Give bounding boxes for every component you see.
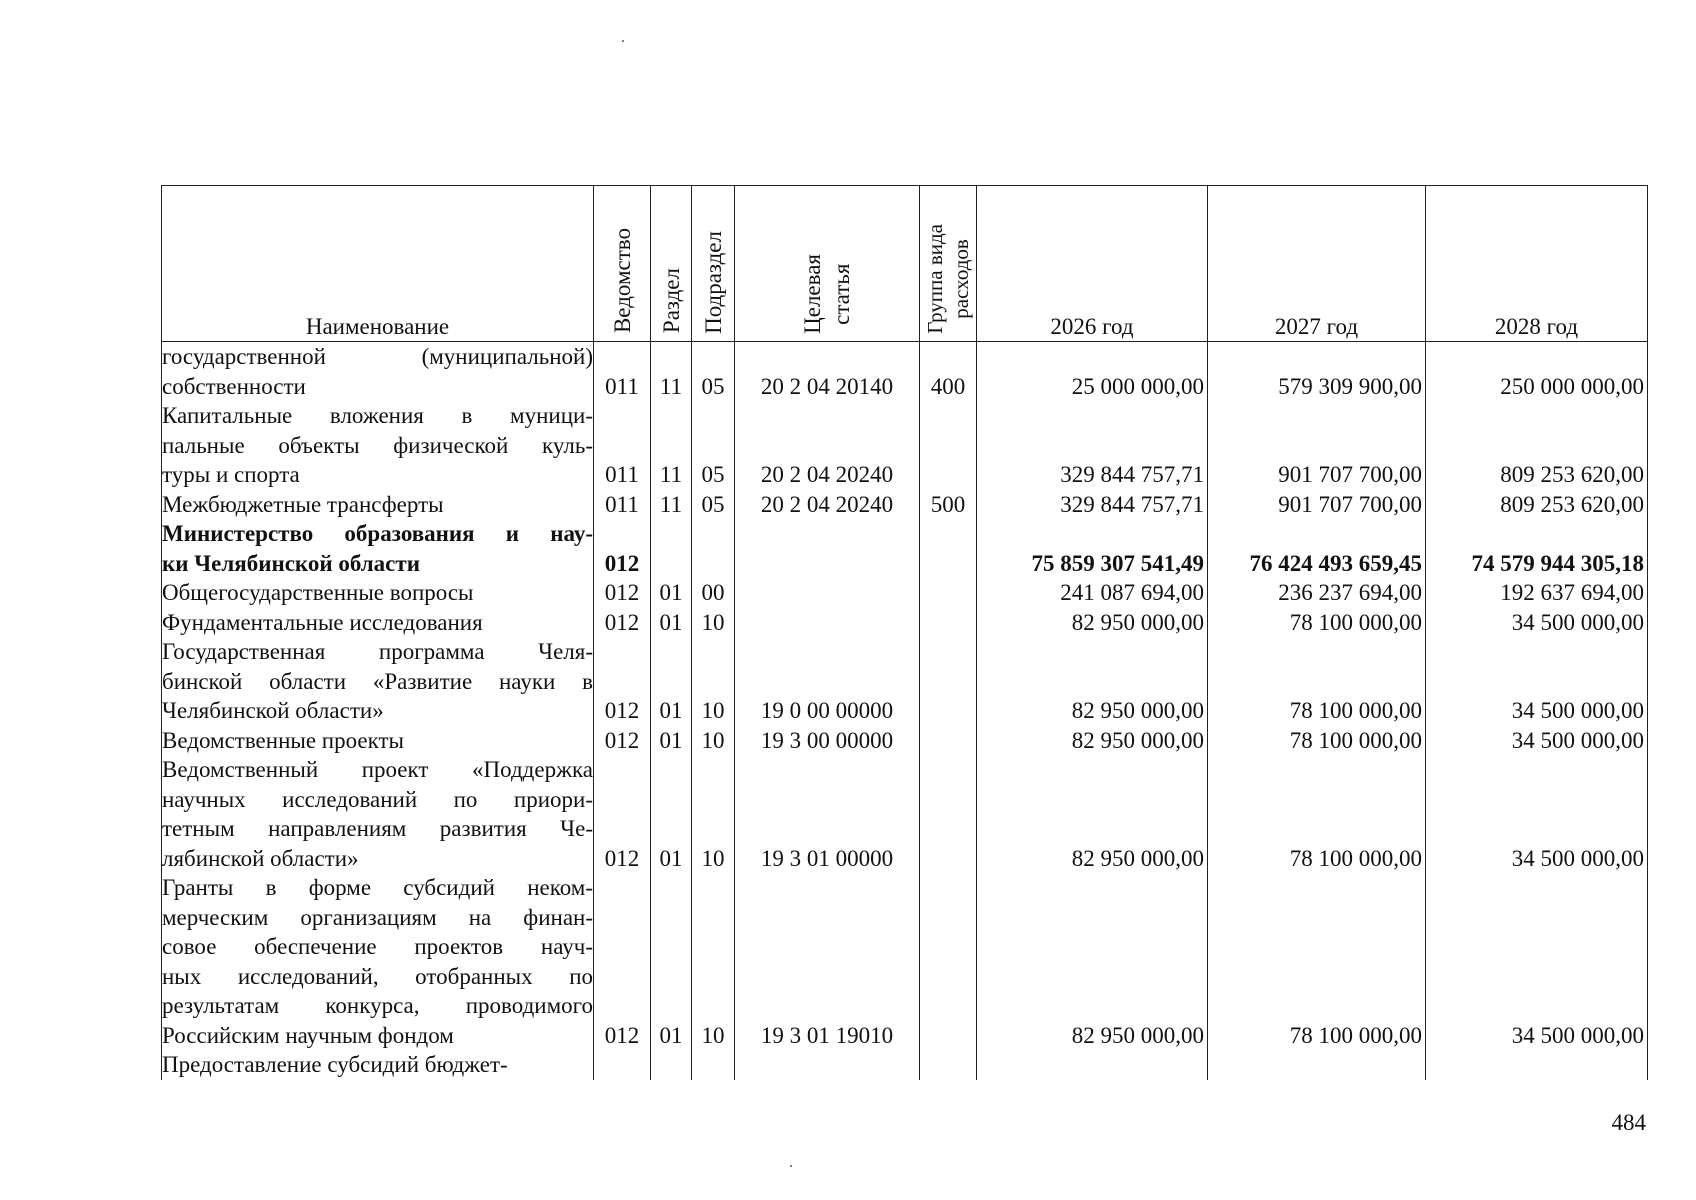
cell-dept: 012 [594, 637, 651, 726]
cell-2027: 78 100 000,00 [1208, 726, 1426, 756]
cell-section: 01 [651, 726, 692, 756]
name-line: Челябинской области» [162, 698, 384, 723]
name-line: Межбюджетные трансферты [162, 491, 444, 517]
cell-2026: 82 950 000,00 [977, 726, 1208, 756]
name-line: научных исследований по приори- [162, 786, 593, 812]
table-body [162, 342, 1648, 1080]
cell-section: 01 [651, 755, 692, 873]
name-line: ных исследований, отобранных по [162, 963, 593, 989]
header-group: Группа вида расходов [920, 186, 977, 342]
name-line: ки Челябинской области [162, 550, 420, 576]
cell-dept: 012 [594, 755, 651, 873]
cell-target: 19 3 01 00000 [735, 755, 920, 873]
cell-dept: 011 [594, 342, 651, 402]
name-line: Фундаментальные исследования [162, 609, 483, 635]
name-line: совое обеспечение проектов науч- [162, 934, 593, 959]
cell-target: 20 2 04 20140 [735, 342, 920, 402]
cell-2026: 82 950 000,00 [977, 755, 1208, 873]
cell-target: 19 3 00 00000 [735, 726, 920, 756]
cell-name [162, 1050, 594, 1080]
cell-group [920, 401, 977, 490]
cell-group [920, 608, 977, 638]
table-row [162, 578, 1648, 608]
name-line: Ведомственные проекты [162, 727, 404, 753]
cell-2026: 329 844 757,71 [977, 490, 1208, 520]
cell-2026: 82 950 000,00 [977, 873, 1208, 1050]
cell-name [162, 637, 594, 726]
name-line: Министерство образования и нау- [162, 521, 593, 546]
table-row [162, 401, 1648, 490]
cell-2026: 25 000 000,00 [977, 342, 1208, 402]
cell-subsection: 10 [692, 726, 735, 756]
cell-section: 11 [651, 490, 692, 520]
cell-subsection: 05 [692, 490, 735, 520]
cell-dept: 011 [594, 490, 651, 520]
cell-2028: 34 500 000,00 [1426, 755, 1648, 873]
cell-2027: 78 100 000,00 [1208, 637, 1426, 726]
table-row [162, 726, 1648, 756]
cell-2026: 82 950 000,00 [977, 608, 1208, 638]
header-dept: Ведомство [594, 186, 651, 342]
cell-2027: 78 100 000,00 [1208, 873, 1426, 1050]
cell-2026: 329 844 757,71 [977, 401, 1208, 490]
cell-name [162, 490, 594, 520]
name-line: Государственная программа Челя- [162, 639, 593, 664]
name-line: туры и спорта [162, 462, 300, 487]
header-2028: 2028 год [1426, 186, 1648, 342]
cell-2027: 236 237 694,00 [1208, 578, 1426, 608]
cell-2028: 34 500 000,00 [1426, 726, 1648, 756]
cell-dept: 012 [594, 519, 651, 578]
cell-name [162, 726, 594, 756]
cell-2026: 241 087 694,00 [977, 578, 1208, 608]
cell-target [735, 519, 920, 578]
cell-section: 01 [651, 578, 692, 608]
name-line: Предоставление субсидий бюджет- [162, 1052, 508, 1077]
header-subsection: Подраздел [692, 186, 735, 342]
table-row [162, 755, 1648, 873]
table-row [162, 637, 1648, 726]
cell-2027: 76 424 493 659,45 [1208, 519, 1426, 578]
cell-dept [594, 1050, 651, 1080]
budget-table [161, 185, 1648, 1080]
cell-2028: 34 500 000,00 [1426, 637, 1648, 726]
cell-2027: 579 309 900,00 [1208, 342, 1426, 402]
cell-name [162, 401, 594, 490]
cell-2026: 82 950 000,00 [977, 637, 1208, 726]
name-line: Ведомственный проект «Поддержка [162, 757, 593, 782]
cell-2028: 74 579 944 305,18 [1426, 519, 1648, 578]
cell-2028: 34 500 000,00 [1426, 608, 1648, 638]
cell-2027: 78 100 000,00 [1208, 755, 1426, 873]
cell-subsection: 10 [692, 608, 735, 638]
cell-subsection: 10 [692, 637, 735, 726]
cell-subsection [692, 1050, 735, 1080]
cell-subsection: 05 [692, 401, 735, 490]
cell-dept: 012 [594, 578, 651, 608]
cell-2026 [977, 1050, 1208, 1080]
cell-name [162, 755, 594, 873]
cell-group [920, 873, 977, 1050]
cell-dept: 012 [594, 608, 651, 638]
cell-2027: 78 100 000,00 [1208, 608, 1426, 638]
header-section: Раздел [651, 186, 692, 342]
cell-2028: 250 000 000,00 [1426, 342, 1648, 402]
cell-section: 01 [651, 637, 692, 726]
cell-dept: 011 [594, 401, 651, 490]
header-target: Целевая статья [735, 186, 920, 342]
name-line: лябинской области» [162, 845, 359, 871]
cell-name [162, 342, 594, 402]
cell-group [920, 578, 977, 608]
cell-section: 11 [651, 342, 692, 402]
cell-target: 19 3 01 19010 [735, 873, 920, 1050]
cell-name [162, 578, 594, 608]
cell-2028 [1426, 1050, 1648, 1080]
budget-table-page [161, 185, 1647, 1095]
page-number: 484 [1611, 1110, 1646, 1135]
cell-2026: 75 859 307 541,49 [977, 519, 1208, 578]
cell-group: 400 [920, 342, 977, 402]
cell-subsection: 00 [692, 578, 735, 608]
name-line: Гранты в форме субсидий неком- [162, 875, 593, 900]
scan-speck [622, 40, 624, 42]
name-line: государственной (муниципальной) [162, 344, 593, 369]
cell-subsection: 10 [692, 755, 735, 873]
name-line: Общегосударственные вопросы [162, 580, 474, 605]
cell-subsection: 10 [692, 873, 735, 1050]
cell-subsection: 05 [692, 342, 735, 402]
cell-group [920, 1050, 977, 1080]
name-line: Российским научным фондом [162, 1022, 454, 1048]
cell-group: 500 [920, 490, 977, 520]
table-row [162, 519, 1648, 578]
cell-2028: 809 253 620,00 [1426, 401, 1648, 490]
table-row [162, 342, 1648, 402]
cell-2028: 192 637 694,00 [1426, 578, 1648, 608]
table-row [162, 608, 1648, 638]
cell-section: 11 [651, 401, 692, 490]
name-line: собственности [162, 373, 306, 399]
header-2026: 2026 год [977, 186, 1208, 342]
cell-section: 01 [651, 608, 692, 638]
name-line: результатам конкурса, проводимого [162, 993, 593, 1018]
cell-target [735, 578, 920, 608]
cell-group [920, 637, 977, 726]
cell-section [651, 1050, 692, 1080]
cell-group [920, 726, 977, 756]
cell-target [735, 608, 920, 638]
cell-target: 20 2 04 20240 [735, 401, 920, 490]
name-line: мерческим организациям на финан- [162, 904, 593, 930]
cell-section: 01 [651, 873, 692, 1050]
cell-target: 20 2 04 20240 [735, 490, 920, 520]
cell-section [651, 519, 692, 578]
cell-group [920, 755, 977, 873]
table-row [162, 490, 1648, 520]
cell-target: 19 0 00 00000 [735, 637, 920, 726]
cell-subsection [692, 519, 735, 578]
cell-dept: 012 [594, 873, 651, 1050]
name-line: пальные объекты физической куль- [162, 432, 593, 458]
cell-2027: 901 707 700,00 [1208, 401, 1426, 490]
scan-speck [790, 1165, 792, 1167]
cell-2027 [1208, 1050, 1426, 1080]
name-line: бинской области «Развитие науки в [162, 668, 593, 694]
cell-name [162, 873, 594, 1050]
table-row [162, 873, 1648, 1050]
header-2027: 2027 год [1208, 186, 1426, 342]
cell-target [735, 1050, 920, 1080]
table-row [162, 1050, 1648, 1080]
name-line: тетным направлениям развития Че- [162, 816, 593, 841]
name-line: Капитальные вложения в муници- [162, 403, 593, 428]
cell-group [920, 519, 977, 578]
table-header-row [162, 186, 1648, 342]
cell-dept: 012 [594, 726, 651, 756]
cell-2027: 901 707 700,00 [1208, 490, 1426, 520]
cell-2028: 809 253 620,00 [1426, 490, 1648, 520]
cell-name [162, 608, 594, 638]
cell-name [162, 519, 594, 578]
header-name: Наименование [162, 186, 594, 342]
cell-2028: 34 500 000,00 [1426, 873, 1648, 1050]
